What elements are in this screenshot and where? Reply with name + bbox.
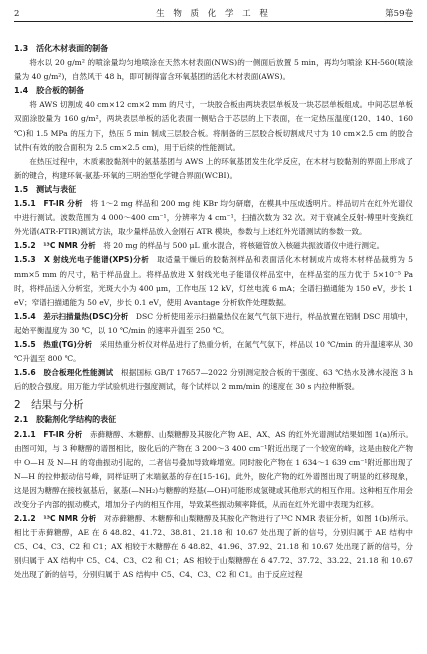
subsection-label: 1.5.4 差示扫描量热(DSC)分析	[14, 311, 129, 321]
subsection-1-5-6	[14, 366, 413, 394]
subsection-text: 根据国标 GB/T 17657—2022 分别测定胶合板的干强度、63 ℃热水及沸水浸泡 3 h 后的胶合强度。用万能力学试验机进行强度测试，每个试样以 2 mm/min 的速度在 30 s 内拉伸断裂。	[14, 368, 413, 392]
subsection-1-5-5	[14, 338, 413, 366]
subsection-text: DSC 分析使用差示扫描量热仪在氮气气氛下进行，样品放置在铝制 DSC 用填中，起始平衡温度为 30 ℃，以 10 ℃/min 的速率升温至 250 ℃。	[14, 311, 413, 335]
volume-label: 第59卷	[385, 9, 413, 19]
subsection-text: 取适量干燥后的胶黏剂样品和表面活化木材制成片成将木材样品裁剪为 5 mm×5 mm 的尺寸，粘于样品盘上。将样品放进 X 射线光电子能谱仪样品室中，在样品室的压力优于 5×10⁻⁵ Pa 时，将样品送入分析室，光斑大小为 400 μm，工作电压 12 kV，灯丝电流 6 mA；全谱扫描通能为 150 eV，步长 1 eV；窄谱扫描通能为 50 eV，步长 0.1 eV，使用 Avantage 分析软件处理数据。	[14, 255, 413, 307]
section-heading-1-4: 1.4 胶合板的制备	[14, 86, 85, 96]
paragraph-1-4-a: 将 AWS 切割成 40 cm×12 cm×2 mm 的尺寸，一块胶合板由两块表层单板及一块芯层单板组成。中间芯层单板双面涂胶量为 160 g/m²，两块表层单板的活化表面一侧贴合于芯层的上下表面，在一定热压温度(120、140、160 ℃)和 1.5 MPa 的压力下，热压 5 min 制成三层胶合板。将制备的三层胶合板切割成尺寸为 10 cm×2.5 cm 的胶合试件(有效的胶合面积为 2.5 cm×2.5 cm)，用于后续的性能测试。	[14, 100, 413, 152]
subsection-label: 2.1.2 ¹³C NMR 分析	[14, 514, 97, 524]
subsection-text: 赤藓糖醇、木糖醇、山梨糖醇及其胺化产物 AE、AX、AS 的红外光谱测试结果如图 1(a)所示。由图可知，与 3 种糖醇的谱图相比，胺化后的产物在 3 200～3 400 cm⁻¹附近出现了一个较宽的峰，这是由胺化产物中 O—H 及 N—H 的弯曲振动引起的，二者信号叠加导致峰增宽。同时胺化产物在 1 634～1 639 cm⁻¹附近都出现了 N—H 的拉伸振动信号峰，同样证明了末端氨基的存在[15-16]。此外，胺化产物的红外谱图出现了明显的红移现象，这是因为糖醇在接枝氨基后，氨基(—NH₂)与糖醇的羟基(—OH)可能形成氢键或其他形式的相互作用。这种相互作用会改变分子内部的振动模式，增加分子内的相互作用，导致某些振动频率降低，从而在红外光谱中表现为红移。	[14, 429, 414, 509]
article-body	[14, 42, 413, 583]
journal-title: 生 物 质 化 学 工 程	[156, 9, 271, 19]
subsection-text: 将 1～2 mg 样品和 200 mg 纯 KBr 均匀研磨，在模具中压成透明片。样品切片在红外光谱仪中进行测试。波数范围为 4 000～400 cm⁻¹，分辨率为 4 cm⁻¹，扫描次数为 32 次。对于衰减全反射-傅里叶变换红外光谱(ATR-FTIR)测试方法，取少量样品放入金刚石 ATR 模块，参数与上述红外光谱测试的参数一致。	[14, 199, 413, 237]
subsection-1-5-2	[14, 239, 413, 253]
subsection-1-5-4	[14, 310, 413, 338]
paragraph-1-3: 将水以 20 g/m² 的喷涂量均匀地喷涂在天然木材表面(NWS)的一侧面后放置 5 min，再均匀喷涂 KH-560(喷涂量为 40 g/m²)，自然风干 48 h，即可制得富含环氧基团的活化木材表面(AWS)。	[14, 58, 413, 82]
subsection-1-5-3	[14, 253, 413, 309]
subsection-label: 1.5.5 热重(TG)分析	[14, 339, 93, 349]
page-number: 2	[14, 9, 20, 19]
subsection-label: 1.5.3 X 射线光电子能谱(XPS)分析	[14, 255, 150, 265]
subsection-text: 将 20 mg 的样品与 500 μL 重水混合，将核磁管放入核磁共振波谱仪中进行测定。	[95, 241, 385, 251]
subsection-label: 1.5.2 ¹³C NMR 分析	[14, 241, 96, 251]
subsection-2-1-2	[14, 512, 413, 582]
subsection-2-1-1	[14, 428, 413, 513]
section-heading-1-3: 1.3 活化木材表面的制备	[14, 44, 109, 53]
subsection-text: 采用热重分析仪对样品进行了热重分析，在氮气气氛下，样品以 10 ℃/min 的升温速率从 30 ℃升温至 800 ℃。	[14, 339, 413, 364]
subsection-label: 1.5.6 胶合板理化性能测试	[14, 368, 114, 378]
subsection-text: 对赤藓糖醇、木糖醇和山梨糖醇及其胺化产物进行了¹³C NMR 表征分析，如图 1(b)所示。相比于赤藓糖醇，AE 在 δ 48.82、41.72、38.81、21.18 和 10.67 处出现了新的信号，分别归属于 AE 结构中 C5、C4、C3、C2 和 C1；AX 相较于木糖醇在 δ 48.82、41.96、37.92、21.18 和 10.67 处出现了新的信号，分别归属于 AX 结构中 C5、C4、C3、C2 和 C1；AS 相较于山梨糖醇在 δ 47.72、37.72、33.22、21.18 和 10.67 处出现了新的信号，分别归属于 AS 结构中 C5、C4、C3、C2 和 C1。由于反应过程	[14, 514, 413, 580]
section-heading-2-1: 2.1 胶黏剂化学结构的表征	[14, 415, 117, 425]
paragraph-1-4-b: 在热压过程中，木质素胶黏剂中的氨基基团与 AWS 上的环氧基团发生化学反应，在木材与胶黏剂的界面上形成了新的键合，构建环氧-氨基-环氧的三明治型化学键合界面(WCBI)。	[14, 156, 413, 180]
subsection-label: 1.5.1 FT-IR 分析	[14, 199, 83, 209]
subsection-1-5-1	[14, 197, 413, 239]
section-heading-1-5: 1.5 测试与表征	[14, 184, 77, 194]
page-header	[14, 7, 413, 22]
section-heading-2: 2 结果与分析	[14, 399, 84, 412]
subsection-label: 2.1.1 FT-IR 分析	[14, 429, 83, 439]
